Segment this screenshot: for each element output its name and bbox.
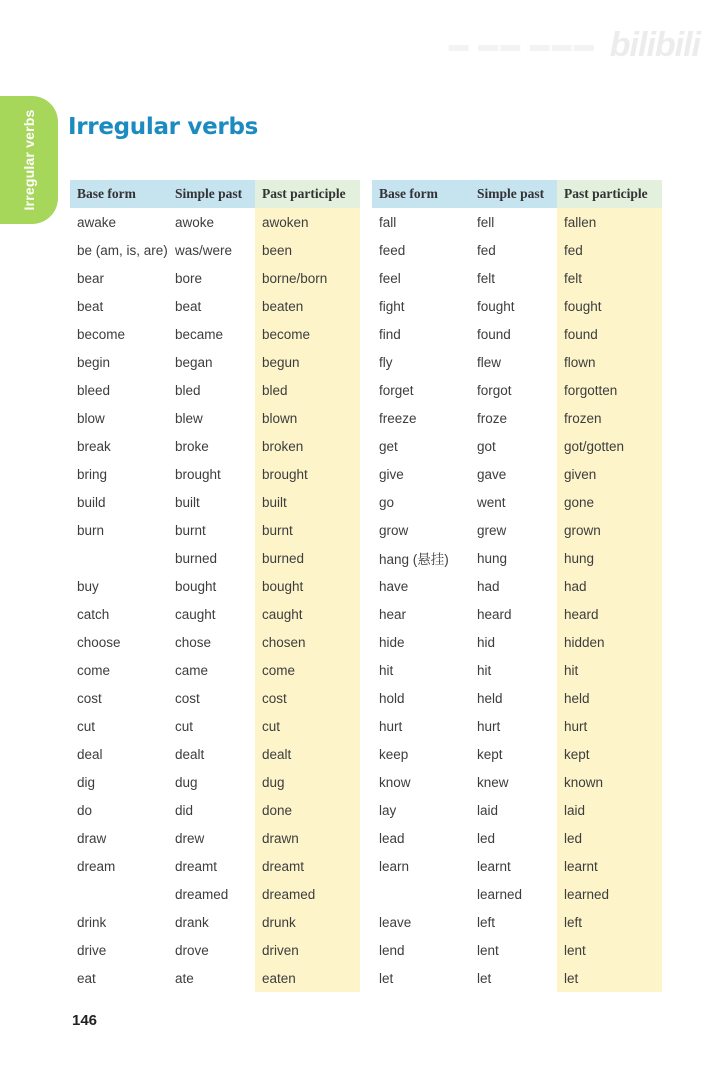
- past-participle-cell: felt: [557, 264, 662, 292]
- base-form-cell: blow: [77, 410, 105, 426]
- simple-past-cell: flew: [477, 354, 502, 370]
- simple-past-cell: froze: [477, 410, 508, 426]
- header-base-form: Base form: [70, 180, 168, 208]
- base-form-cell: let: [379, 970, 394, 986]
- simple-past-cell: hung: [477, 550, 508, 566]
- table-header-row: [70, 180, 360, 208]
- base-form-cell: give: [379, 466, 404, 482]
- simple-past-cell: kept: [477, 746, 503, 762]
- table-row: [70, 908, 360, 936]
- table-row: [372, 320, 662, 348]
- simple-past-cell: drank: [175, 914, 209, 930]
- base-form-cell: learn: [379, 858, 410, 874]
- table-row: [372, 684, 662, 712]
- past-participle-cell: dreamt: [255, 852, 360, 880]
- past-participle-cell: dreamed: [255, 880, 360, 908]
- past-participle-cell: cost: [255, 684, 360, 712]
- past-participle-cell: begun: [255, 348, 360, 376]
- past-participle-cell: built: [255, 488, 360, 516]
- base-form-cell: lay: [379, 802, 397, 818]
- simple-past-cell: knew: [477, 774, 509, 790]
- simple-past-cell: dealt: [175, 746, 205, 762]
- verb-table-left-body: [70, 208, 360, 992]
- table-row: [70, 656, 360, 684]
- base-form-cell: hold: [379, 690, 405, 706]
- past-participle-cell: hidden: [557, 628, 662, 656]
- table-row: [70, 796, 360, 824]
- past-participle-cell: borne/born: [255, 264, 360, 292]
- simple-past-cell: hit: [477, 662, 492, 678]
- simple-past-cell: drew: [175, 830, 205, 846]
- simple-past-cell: hid: [477, 634, 496, 650]
- base-form-cell: go: [379, 494, 395, 510]
- table-row: [70, 880, 360, 908]
- simple-past-cell: went: [477, 494, 506, 510]
- past-participle-cell: eaten: [255, 964, 360, 992]
- simple-past-cell: awoke: [175, 214, 215, 230]
- simple-past-cell: cut: [175, 718, 194, 734]
- table-row: [70, 264, 360, 292]
- past-participle-cell: fed: [557, 236, 662, 264]
- table-row: [70, 824, 360, 852]
- simple-past-cell: hurt: [477, 718, 501, 734]
- table-row: [70, 516, 360, 544]
- base-form-cell: find: [379, 326, 401, 342]
- base-form-cell: hit: [379, 662, 394, 678]
- past-participle-cell: had: [557, 572, 662, 600]
- past-participle-cell: been: [255, 236, 360, 264]
- base-form-cell: dream: [77, 858, 116, 874]
- past-participle-cell: burned: [255, 544, 360, 572]
- base-form-cell: begin: [77, 354, 111, 370]
- simple-past-cell: became: [175, 326, 224, 342]
- table-row: [70, 236, 360, 264]
- table-row: [70, 544, 360, 572]
- simple-past-cell: dreamt: [175, 858, 218, 874]
- simple-past-cell: grew: [477, 522, 507, 538]
- simple-past-cell: burnt: [175, 522, 206, 538]
- table-row: [70, 628, 360, 656]
- past-participle-cell: cut: [255, 712, 360, 740]
- simple-past-cell: bled: [175, 382, 201, 398]
- watermark: [420, 22, 700, 68]
- base-form-cell: [372, 880, 470, 908]
- page-number: 146: [72, 1012, 98, 1029]
- simple-past-cell: got: [477, 438, 496, 454]
- past-participle-cell: become: [255, 320, 360, 348]
- table-row: [70, 404, 360, 432]
- past-participle-cell: chosen: [255, 628, 360, 656]
- simple-past-cell: left: [477, 914, 496, 930]
- base-form-cell: bleed: [77, 382, 111, 398]
- base-form-cell: burn: [77, 522, 105, 538]
- simple-past-cell: gave: [477, 466, 507, 482]
- past-participle-cell: blown: [255, 404, 360, 432]
- table-row: [372, 460, 662, 488]
- simple-past-cell: had: [477, 578, 500, 594]
- simple-past-cell: led: [477, 830, 496, 846]
- base-form-cell: cut: [77, 718, 96, 734]
- base-form-cell: hear: [379, 606, 407, 622]
- table-row: [372, 292, 662, 320]
- simple-past-cell: came: [175, 662, 209, 678]
- table-header-row: [372, 180, 662, 208]
- table-row: [70, 460, 360, 488]
- past-participle-cell: drunk: [255, 908, 360, 936]
- simple-past-cell: bore: [175, 270, 203, 286]
- base-form-cell: leave: [379, 914, 412, 930]
- base-form-cell: come: [77, 662, 111, 678]
- simple-past-cell: bought: [175, 578, 217, 594]
- table-row: [70, 376, 360, 404]
- base-form-cell: choose: [77, 634, 121, 650]
- past-participle-cell: fought: [557, 292, 662, 320]
- header-past-participle: Past participle: [557, 180, 662, 208]
- simple-past-cell: built: [175, 494, 200, 510]
- table-row: [70, 852, 360, 880]
- base-form-cell: feel: [379, 270, 401, 286]
- bilibili-logo: bilibili: [609, 25, 700, 64]
- table-row: [372, 488, 662, 516]
- past-participle-cell: held: [557, 684, 662, 712]
- base-form-cell: draw: [77, 830, 107, 846]
- past-participle-cell: done: [255, 796, 360, 824]
- base-form-cell: hurt: [379, 718, 403, 734]
- table-row: [372, 516, 662, 544]
- verb-table-left: [70, 180, 360, 992]
- simple-past-cell: burned: [175, 550, 218, 566]
- simple-past-cell: dug: [175, 774, 198, 790]
- simple-past-cell: cost: [175, 690, 200, 706]
- table-row: [70, 936, 360, 964]
- simple-past-cell: laid: [477, 802, 499, 818]
- past-participle-cell: left: [557, 908, 662, 936]
- table-row: [70, 572, 360, 600]
- simple-past-cell: broke: [175, 438, 209, 454]
- base-form-cell: grow: [379, 522, 409, 538]
- simple-past-cell: fed: [477, 242, 496, 258]
- table-row: [372, 376, 662, 404]
- base-form-cell: bring: [77, 466, 108, 482]
- table-row: [372, 432, 662, 460]
- base-form-cell: buy: [77, 578, 99, 594]
- base-form-cell: forget: [379, 382, 414, 398]
- past-participle-cell: flown: [557, 348, 662, 376]
- past-participle-cell: heard: [557, 600, 662, 628]
- table-row: [372, 908, 662, 936]
- simple-past-cell: ate: [175, 970, 194, 986]
- base-form-cell: drink: [77, 914, 107, 930]
- table-row: [372, 880, 662, 908]
- simple-past-cell: was/were: [175, 242, 233, 258]
- base-form-cell: [70, 880, 168, 908]
- past-participle-cell: driven: [255, 936, 360, 964]
- page-title: Irregular verbs: [68, 114, 259, 140]
- past-participle-cell: dug: [255, 768, 360, 796]
- base-form-cell: hang (悬挂): [379, 552, 449, 567]
- simple-past-cell: heard: [477, 606, 512, 622]
- simple-past-cell: held: [477, 690, 503, 706]
- base-form-cell: lead: [379, 830, 405, 846]
- past-participle-cell: caught: [255, 600, 360, 628]
- base-form-cell: deal: [77, 746, 103, 762]
- table-row: [372, 964, 662, 992]
- table-row: [372, 208, 662, 236]
- table-row: [70, 348, 360, 376]
- past-participle-cell: brought: [255, 460, 360, 488]
- table-row: [372, 236, 662, 264]
- table-row: [372, 740, 662, 768]
- base-form-cell: get: [379, 438, 398, 454]
- header-base-form: Base form: [372, 180, 470, 208]
- verb-table-right-body: [372, 208, 662, 992]
- base-form-cell: have: [379, 578, 409, 594]
- past-participle-cell: hurt: [557, 712, 662, 740]
- base-form-cell: drive: [77, 942, 107, 958]
- simple-past-cell: began: [175, 354, 213, 370]
- past-participle-cell: learned: [557, 880, 662, 908]
- simple-past-cell: fought: [477, 298, 515, 314]
- base-form-cell: know: [379, 774, 411, 790]
- base-form-cell: beat: [77, 298, 104, 314]
- table-row: [70, 488, 360, 516]
- simple-past-cell: caught: [175, 606, 216, 622]
- past-participle-cell: got/gotten: [557, 432, 662, 460]
- past-participle-cell: fallen: [557, 208, 662, 236]
- past-participle-cell: hit: [557, 656, 662, 684]
- past-participle-cell: drawn: [255, 824, 360, 852]
- table-row: [70, 768, 360, 796]
- table-row: [70, 320, 360, 348]
- past-participle-cell: bought: [255, 572, 360, 600]
- base-form-cell: fall: [379, 214, 397, 230]
- simple-past-cell: learnt: [477, 858, 511, 874]
- simple-past-cell: drove: [175, 942, 209, 958]
- past-participle-cell: gone: [557, 488, 662, 516]
- base-form-cell: dig: [77, 774, 96, 790]
- base-form-cell: eat: [77, 970, 96, 986]
- side-tab: [0, 96, 58, 224]
- base-form-cell: [70, 544, 168, 572]
- past-participle-cell: beaten: [255, 292, 360, 320]
- base-form-cell: break: [77, 438, 111, 454]
- past-participle-cell: burnt: [255, 516, 360, 544]
- past-participle-cell: forgotten: [557, 376, 662, 404]
- simple-past-cell: did: [175, 802, 194, 818]
- base-form-cell: bear: [77, 270, 105, 286]
- past-participle-cell: kept: [557, 740, 662, 768]
- table-row: [372, 628, 662, 656]
- verb-table-right: [372, 180, 662, 992]
- base-form-cell: awake: [77, 214, 117, 230]
- side-tab-label: Irregular verbs: [21, 109, 37, 211]
- base-form-cell: feed: [379, 242, 406, 258]
- past-participle-cell: bled: [255, 376, 360, 404]
- table-row: [372, 600, 662, 628]
- past-participle-cell: come: [255, 656, 360, 684]
- header-past-participle: Past participle: [255, 180, 360, 208]
- past-participle-cell: known: [557, 768, 662, 796]
- base-form-cell: catch: [77, 606, 110, 622]
- base-form-cell: fly: [379, 354, 393, 370]
- table-row: [372, 796, 662, 824]
- table-row: [372, 712, 662, 740]
- simple-past-cell: blew: [175, 410, 203, 426]
- table-row: [372, 264, 662, 292]
- past-participle-cell: hung: [557, 544, 662, 572]
- past-participle-cell: broken: [255, 432, 360, 460]
- table-row: [70, 712, 360, 740]
- simple-past-cell: felt: [477, 270, 496, 286]
- table-row: [70, 208, 360, 236]
- simple-past-cell: let: [477, 970, 492, 986]
- past-participle-cell: lent: [557, 936, 662, 964]
- simple-past-cell: dreamed: [175, 886, 229, 902]
- base-form-cell: be (am, is, are): [77, 242, 168, 258]
- table-row: [372, 572, 662, 600]
- base-form-cell: keep: [379, 746, 409, 762]
- simple-past-cell: forgot: [477, 382, 512, 398]
- table-row: [70, 684, 360, 712]
- simple-past-cell: found: [477, 326, 511, 342]
- simple-past-cell: chose: [175, 634, 212, 650]
- base-form-cell: become: [77, 326, 126, 342]
- table-row: [372, 852, 662, 880]
- table-row: [372, 936, 662, 964]
- simple-past-cell: beat: [175, 298, 202, 314]
- table-row: [372, 656, 662, 684]
- past-participle-cell: grown: [557, 516, 662, 544]
- past-participle-cell: laid: [557, 796, 662, 824]
- header-simple-past: Simple past: [470, 180, 557, 208]
- past-participle-cell: found: [557, 320, 662, 348]
- table-row: [372, 544, 662, 572]
- simple-past-cell: brought: [175, 466, 221, 482]
- base-form-cell: do: [77, 802, 93, 818]
- table-row: [372, 768, 662, 796]
- table-row: [70, 432, 360, 460]
- past-participle-cell: learnt: [557, 852, 662, 880]
- simple-past-cell: learned: [477, 886, 523, 902]
- base-form-cell: lend: [379, 942, 405, 958]
- base-form-cell: build: [77, 494, 106, 510]
- table-row: [70, 292, 360, 320]
- past-participle-cell: frozen: [557, 404, 662, 432]
- past-participle-cell: let: [557, 964, 662, 992]
- table-row: [70, 740, 360, 768]
- base-form-cell: fight: [379, 298, 405, 314]
- past-participle-cell: led: [557, 824, 662, 852]
- table-row: [70, 964, 360, 992]
- base-form-cell: hide: [379, 634, 405, 650]
- base-form-cell: cost: [77, 690, 102, 706]
- table-row: [372, 348, 662, 376]
- header-simple-past: Simple past: [168, 180, 255, 208]
- past-participle-cell: awoken: [255, 208, 360, 236]
- table-row: [70, 600, 360, 628]
- base-form-cell: freeze: [379, 410, 417, 426]
- table-row: [372, 404, 662, 432]
- simple-past-cell: fell: [477, 214, 495, 230]
- watermark-blurred-text: ▬ ▬▬ ▬▬▬: [448, 33, 596, 56]
- past-participle-cell: dealt: [255, 740, 360, 768]
- past-participle-cell: given: [557, 460, 662, 488]
- table-row: [372, 824, 662, 852]
- simple-past-cell: lent: [477, 942, 499, 958]
